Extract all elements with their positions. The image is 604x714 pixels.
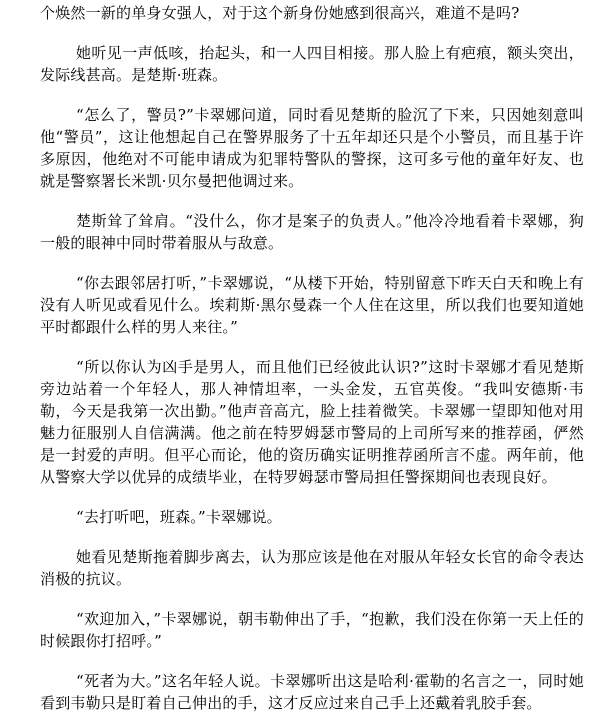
paragraph-2: 她听见一声低咳，抬起头，和一人四目相接。那人脸上有疤痕，额头突出，发际线甚高。是楚斯·班森。 [40,44,584,84]
paragraph-4: 楚斯耸了耸肩。“没什么，你才是案子的负责人。”他冷冷地看着卡翠娜，狗一般的眼神中同时带着服从与敌意。 [40,212,584,252]
paragraph-8: 她看见楚斯拖着脚步离去，认为那应该是他在对服从年轻女长官的命令表达消极的抗议。 [40,548,584,588]
paragraph-7: “去打听吧，班森。”卡翠娜说。 [76,508,282,526]
paragraph-5: “你去跟邻居打听，”卡翠娜说，“从楼下开始，特别留意下昨天白天和晚上有没有人听见或看见什么。埃莉斯·黑尔曼森一个人住在这里，所以我们也要知道她平时都跟什么样的男人来往。” [40,274,584,336]
paragraph-6: “所以你认为凶手是男人，而且他们已经彼此认识?”这时卡翠娜才看见楚斯旁边站着一个年轻人，那人神情坦率，一头金发，五官英俊。“我叫安德斯·韦勒，今天是我第一次出勤。”他声音高亢，脸上挂着微笑。卡翠娜一望即知他对用魅力征服别人自信满满。他之前在特罗姆瑟市警局的上司所写来的推荐函，俨然是一封爱的声明。但平心而论，他的资历确实证明推荐函所言不虚。两年前，他从警察大学以优异的成绩毕业，在特罗姆瑟市警局担任警探期间也表现良好。 [40,358,584,486]
paragraph-9: “欢迎加入，”卡翠娜说，朝韦勒伸出了手，“抱歉，我们没在你第一天上任的时候跟你打招呼。” [40,610,584,650]
paragraph-1: 个焕然一新的单身女强人，对于这个新身份她感到很高兴，难道不是吗? [40,4,520,22]
paragraph-3: “怎么了，警员?”卡翠娜问道，同时看见楚斯的脸沉了下来，只因她刻意叫他“警员”，这让他想起自己在警界服务了十五年却还只是个小警员，而且基于许多原因，他绝对不可能申请成为犯罪特警队的警探，这可多亏他的童年好友、也就是警察署长米凯·贝尔曼把他调过来。 [40,106,584,190]
paragraph-10: “死者为大。”这名年轻人说。卡翠娜听出这是哈利·霍勒的名言之一，同时她看到韦勒只是盯着自己伸出的手，这才反应过来自己手上还戴着乳胶手套。 [40,672,584,712]
